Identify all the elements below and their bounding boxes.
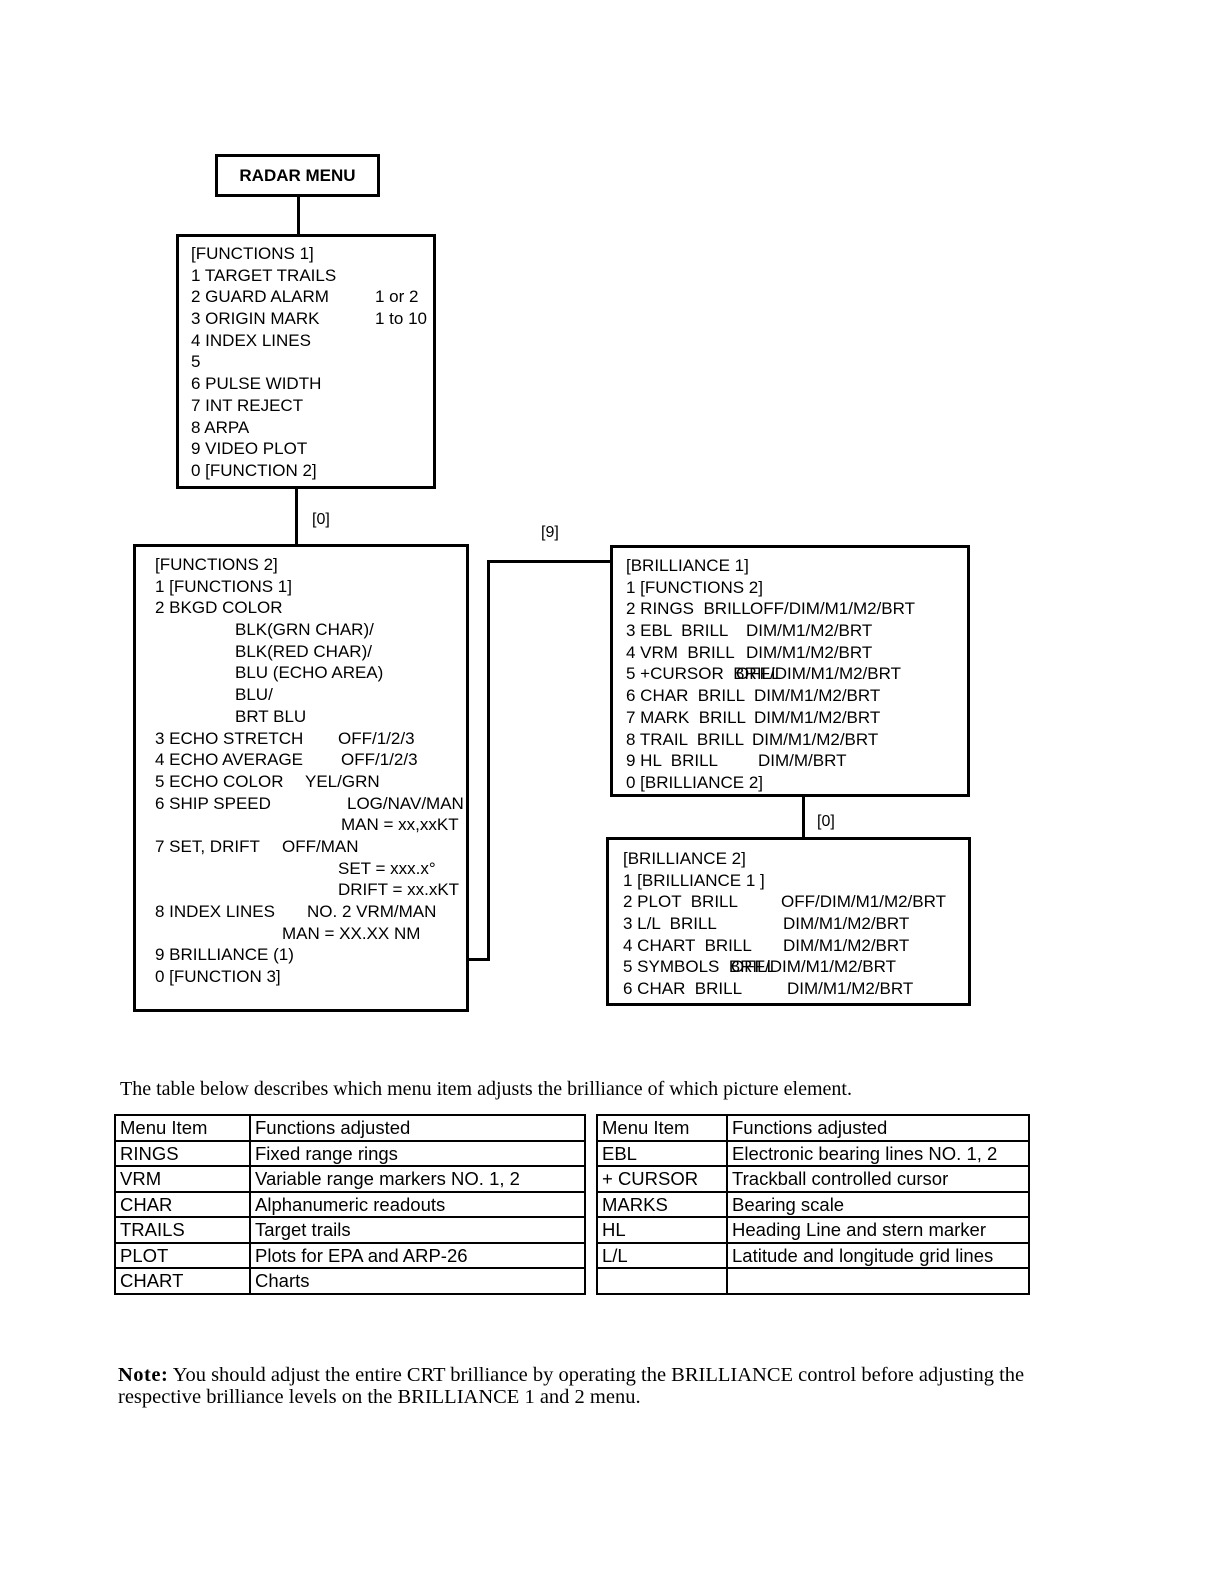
f1-line: [191, 417, 433, 439]
radar-menu-title: RADAR MENU: [215, 154, 380, 197]
f2-item-2: 2 BKGD COLOR: [155, 598, 283, 618]
b1-line-value: DIM/M1/M2/BRT: [754, 707, 881, 727]
table-header-cell: Menu Item: [597, 1115, 727, 1141]
connector-f2-b1-bottom: [468, 958, 488, 961]
f2-bkgd-option: [155, 684, 466, 706]
b1-line-label: 6 CHAR BRILL: [626, 686, 746, 706]
table-cell: [597, 1268, 727, 1294]
table-cell: Variable range markers NO. 1, 2: [250, 1166, 585, 1192]
link-label-f2-b1: [9]: [541, 524, 559, 541]
table-row: [115, 1268, 585, 1294]
f2-item-1: 1 [FUNCTIONS 1]: [155, 576, 292, 596]
table-cell: CHAR: [115, 1192, 250, 1218]
f1-line-value: 1 to 10: [375, 309, 427, 329]
f1-line: [191, 265, 433, 287]
b1-line: [626, 555, 967, 577]
b1-line: [626, 750, 967, 772]
b1-line-value: DIM/M1/M2/BRT: [754, 686, 881, 706]
b2-line-value: DIM/M1/M2/BRT: [783, 914, 910, 934]
table-row: [597, 1243, 1029, 1269]
f2-item-7: 7 SET, DRIFT OFF/MAN: [155, 836, 359, 856]
f1-line: [191, 373, 433, 395]
f1-line-label: 8 ARPA: [191, 417, 250, 437]
table-row: [597, 1217, 1029, 1243]
table-row: [115, 1141, 585, 1167]
f1-line: [191, 438, 433, 460]
table-cell: CHART: [115, 1268, 250, 1294]
table-cell: Charts: [250, 1268, 585, 1294]
brilliance-2-menu-box: [606, 837, 971, 1006]
b1-line-label: 0 [BRILLIANCE 2]: [626, 772, 764, 792]
f1-line-value: 1 or 2: [375, 287, 419, 307]
functions-1-menu-box: [176, 234, 436, 489]
table-row: [597, 1166, 1029, 1192]
brilliance-table-left: [114, 1114, 586, 1295]
link-label-f1-f2: [0]: [312, 511, 330, 528]
f2-bkgd-option: [155, 662, 466, 684]
table-cell: TRAILS: [115, 1217, 250, 1243]
connector-f2-b1-top: [487, 560, 611, 563]
f2-item-8-sub: MAN = XX.XX NM: [282, 923, 421, 943]
f2-item-7-sub2: DRIFT = xx.xKT: [338, 880, 460, 900]
f1-line-label: [FUNCTIONS 1]: [191, 244, 314, 263]
b1-line-value: DIM/M/BRT: [758, 751, 847, 771]
f1-line: [191, 330, 433, 352]
f1-line: [191, 286, 433, 308]
connector-f2-b1-vertical: [487, 560, 490, 961]
f1-line: [191, 395, 433, 417]
table-cell: L/L: [597, 1243, 727, 1269]
f2-bkgd-option-text: BLU/: [235, 685, 273, 705]
f1-line: [191, 351, 433, 373]
b1-line-label: 4 VRM BRILL: [626, 642, 735, 662]
f2-bkgd-option-text: BLU (ECHO AREA): [235, 663, 384, 683]
b1-line-value: DIM/M1/M2/BRT: [746, 621, 873, 641]
b1-line-value: OFF/DIM/M1/M2/BRT: [736, 664, 901, 684]
f2-item-7-sub1: SET = xxx.x°: [338, 858, 436, 878]
b1-line: [626, 620, 967, 642]
table-cell: Plots for EPA and ARP-26: [250, 1243, 585, 1269]
b1-line-value: DIM/M1/M2/BRT: [752, 729, 879, 749]
table-header-cell: Menu Item: [115, 1115, 250, 1141]
f1-line: [191, 243, 433, 265]
f1-line: [191, 460, 433, 482]
note-label: Note:: [118, 1364, 169, 1386]
b1-line: [626, 663, 967, 685]
b2-line-label: 3 L/L BRILL: [623, 914, 717, 934]
table-cell: EBL: [597, 1141, 727, 1167]
b1-line: [626, 577, 967, 599]
f1-line: [191, 308, 433, 330]
f1-line-label: 5: [191, 352, 201, 372]
b1-line-value: DIM/M1/M2/BRT: [746, 642, 873, 662]
table-cell: Bearing scale: [727, 1192, 1029, 1218]
table-row: [597, 1268, 1029, 1294]
note-text: You should adjust the entire CRT brilliance by operating the BRILLIANCE control before adjusting the respective brilliance levels on the BRILLIANCE 1 and 2 menu.: [118, 1364, 1025, 1408]
table-cell: HL: [597, 1217, 727, 1243]
b1-line: [626, 707, 967, 729]
brilliance-table-right: [596, 1114, 1030, 1295]
f2-item-6-sub: MAN = xx,xxKT: [341, 815, 459, 835]
table-cell: Latitude and longitude grid lines: [727, 1243, 1029, 1269]
link-label-b1-b2: [0]: [817, 813, 835, 830]
b1-line-label: 5 +CURSOR BRILL: [626, 664, 781, 684]
f2-item-6: 6 SHIP SPEED LOG/NAV/MAN: [155, 793, 464, 813]
b2-line-label: 6 CHAR BRILL: [623, 979, 743, 999]
b2-line-label: 1 [BRILLIANCE 1 ]: [623, 870, 765, 890]
b1-line: [626, 598, 967, 620]
f2-header: [FUNCTIONS 2]: [155, 555, 278, 574]
b2-line: [623, 913, 968, 935]
b2-line: [623, 978, 968, 1000]
note-paragraph: [118, 1364, 1058, 1408]
b2-line: [623, 870, 968, 892]
b2-line: [623, 848, 968, 870]
b2-line: [623, 891, 968, 913]
f2-item-5: 5 ECHO COLOR YEL/GRN: [155, 771, 380, 791]
b2-line-value: DIM/M1/M2/BRT: [783, 935, 910, 955]
b2-line-label: 5 SYMBOLS BRILL: [623, 957, 777, 977]
b1-line-label: 7 MARK BRILL: [626, 707, 746, 727]
b1-line-label: [BRILLIANCE 1]: [626, 556, 749, 575]
table-cell: VRM: [115, 1166, 250, 1192]
table-row: [115, 1217, 585, 1243]
b1-line-label: 2 RINGS BRILL: [626, 599, 751, 619]
f1-line-label: 4 INDEX LINES: [191, 330, 311, 350]
f2-bkgd-option-text: BLK(GRN CHAR)/: [235, 620, 374, 640]
f1-line-label: 7 INT REJECT: [191, 395, 304, 415]
table-cell: [727, 1268, 1029, 1294]
b1-line-label: 9 HL BRILL: [626, 751, 718, 771]
connector-f1-f2: [295, 488, 298, 545]
table-cell: Electronic bearing lines NO. 1, 2: [727, 1141, 1029, 1167]
f1-line-label: 3 ORIGIN MARK: [191, 309, 320, 329]
table-cell: PLOT: [115, 1243, 250, 1269]
b2-line: [623, 956, 968, 978]
table-cell: Trackball controlled cursor: [727, 1166, 1029, 1192]
table-row: [597, 1141, 1029, 1167]
b2-line-label: 2 PLOT BRILL: [623, 892, 738, 912]
table-row: [597, 1192, 1029, 1218]
f2-bkgd-option-text: BRT BLU: [235, 706, 307, 726]
table-cell: Heading Line and stern marker: [727, 1217, 1029, 1243]
b1-line: [626, 685, 967, 707]
f2-bkgd-option: [155, 641, 466, 663]
connector-b1-b2: [802, 796, 805, 838]
b2-line-label: [BRILLIANCE 2]: [623, 849, 746, 868]
f1-line-label: 9 VIDEO PLOT: [191, 439, 308, 459]
table-row: [115, 1166, 585, 1192]
f2-bkgd-option: [155, 619, 466, 641]
b1-line: [626, 772, 967, 794]
table-cell: Fixed range rings: [250, 1141, 585, 1167]
f2-item-8: 8 INDEX LINES NO. 2 VRM/MAN: [155, 902, 437, 921]
f2-item-9: 9 BRILLIANCE (1): [155, 945, 294, 965]
f2-bkgd-option: [155, 706, 466, 728]
table-header-cell: Functions adjusted: [250, 1115, 585, 1141]
b1-line-label: 8 TRAIL BRILL: [626, 729, 745, 749]
brilliance-1-menu-box: [610, 545, 970, 797]
b1-line-label: 1 [FUNCTIONS 2]: [626, 577, 763, 597]
table-cell: Target trails: [250, 1217, 585, 1243]
b2-line-value: DIM/M1/M2/BRT: [787, 979, 914, 999]
table-cell: RINGS: [115, 1141, 250, 1167]
f1-line-label: 2 GUARD ALARM: [191, 287, 329, 307]
b2-line: [623, 935, 968, 957]
b1-line-label: 3 EBL BRILL: [626, 621, 729, 641]
functions-2-menu-box: [133, 544, 469, 1012]
connector-title-f1: [297, 197, 300, 235]
b1-line-value: OFF/DIM/M1/M2/BRT: [750, 599, 915, 619]
table-cell: Alphanumeric readouts: [250, 1192, 585, 1218]
b2-line-value: OFF/DIM/M1/M2/BRT: [781, 892, 946, 912]
b2-line-label: 4 CHART BRILL: [623, 935, 752, 955]
table-header-cell: Functions adjusted: [727, 1115, 1029, 1141]
table-cell: MARKS: [597, 1192, 727, 1218]
table-header-row: [597, 1115, 1029, 1141]
table-row: [115, 1192, 585, 1218]
table-intro-text: The table below describes which menu item adjusts the brilliance of which picture element.: [120, 1078, 852, 1100]
f2-bkgd-option-text: BLK(RED CHAR)/: [235, 641, 372, 661]
f2-item-0: 0 [FUNCTION 3]: [155, 967, 281, 987]
b1-line: [626, 729, 967, 751]
f1-line-label: 1 TARGET TRAILS: [191, 265, 337, 285]
table-cell: + CURSOR: [597, 1166, 727, 1192]
b1-line: [626, 642, 967, 664]
f1-line-label: 6 PULSE WIDTH: [191, 374, 322, 394]
table-row: [115, 1243, 585, 1269]
f2-item-3: 3 ECHO STRETCH OFF/1/2/3: [155, 728, 415, 748]
table-header-row: [115, 1115, 585, 1141]
f2-item-4: 4 ECHO AVERAGE OFF/1/2/3: [155, 750, 418, 770]
b2-line-value: OFF/DIM/M1/M2/BRT: [731, 957, 896, 977]
f1-line-label: 0 [FUNCTION 2]: [191, 460, 317, 480]
